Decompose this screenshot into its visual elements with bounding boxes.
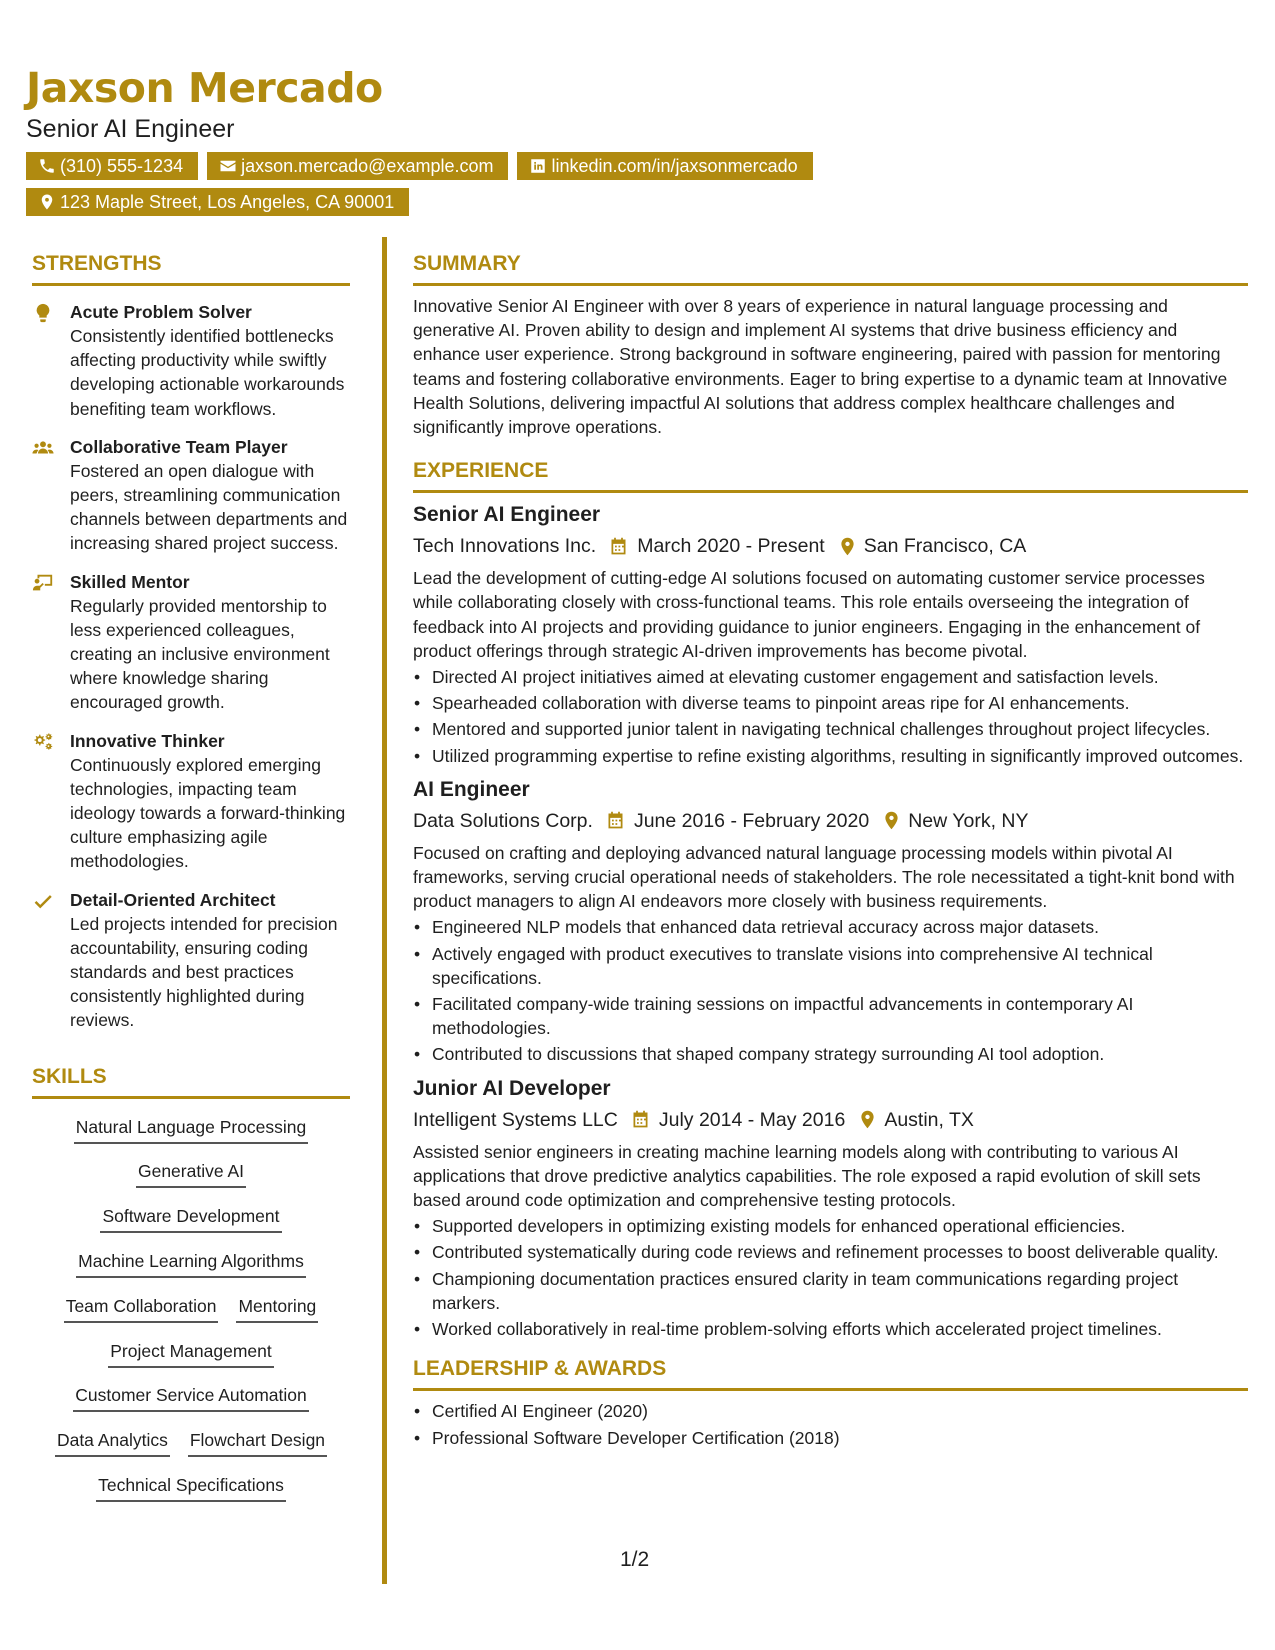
map-marker-icon <box>881 810 902 831</box>
job-dates: March 2020 - Present <box>637 535 825 558</box>
skill-tag: Flowchart Design <box>188 1428 327 1457</box>
phone-icon <box>38 157 56 175</box>
awards-list <box>413 1399 1248 1449</box>
skill-tag: Machine Learning Algorithms <box>76 1249 306 1278</box>
job-title: Junior AI Developer <box>413 1076 611 1100</box>
candidate-name: Jaxson Mercado <box>26 64 383 112</box>
resume-header <box>26 62 1246 216</box>
strength-title: Detail-Oriented Architect <box>70 889 276 910</box>
job-bullets <box>413 915 1248 1066</box>
email-chip[interactable] <box>207 152 508 180</box>
phone-chip[interactable] <box>26 152 198 180</box>
job-description: Focused on crafting and deploying advanced natural language processing models within pivotal AI frameworks, serving crucial operational needs of stakeholders. The role necessitated a tight-knit bond with product managers to align AI endeavors more closely with business requirements. <box>413 842 1235 912</box>
skills-heading: SKILLS <box>32 1063 350 1099</box>
calendar-icon <box>630 1109 651 1130</box>
job-bullets <box>413 665 1248 768</box>
skills-list <box>32 1109 350 1512</box>
left-column <box>32 250 350 1512</box>
candidate-title: Senior AI Engineer <box>26 115 235 143</box>
address-text: 123 Maple Street, Los Angeles, CA 90001 <box>60 192 395 212</box>
list-item: • Mentored and supported junior talent in navigating technical challenges throughout project lifecycles. <box>413 717 1248 741</box>
list-item: • Engineered NLP models that enhanced data retrieval accuracy across major datasets. <box>413 915 1248 939</box>
job-location: San Francisco, CA <box>863 535 1027 558</box>
list-item: • Contributed to discussions that shaped company strategy surrounding AI tool adoption. <box>413 1042 1248 1066</box>
job-meta <box>413 532 1248 560</box>
skill-tag: Mentoring <box>236 1294 318 1323</box>
map-marker-icon <box>837 536 858 557</box>
envelope-icon <box>219 157 237 175</box>
skill-tag: Team Collaboration <box>64 1294 219 1323</box>
strengths-heading: STRENGTHS <box>32 250 350 286</box>
job-bullets <box>413 1214 1248 1341</box>
job-description: Lead the development of cutting-edge AI solutions focused on automating customer service processes while collaborating closely with cross-functional teams. This role entails overseeing the integration of feedback into AI projects and providing guidance to junior engineers. Engaging in the enhancement of product offerings through strategic AI-driven improvements has become pivotal. <box>413 568 1205 661</box>
job-meta <box>413 807 1248 835</box>
list-item: • Actively engaged with product executives to translate visions into comprehensive AI technical specifications. <box>413 942 1248 990</box>
list-item: • Professional Software Developer Certification (2018) <box>413 1426 1248 1450</box>
job-company: Intelligent Systems LLC <box>413 1108 618 1131</box>
strength-item <box>32 729 350 874</box>
check-icon <box>32 890 54 912</box>
linkedin-chip[interactable] <box>517 152 812 180</box>
list-item: • Facilitated company-wide training sessions on impactful advancements in contemporary AI methodologies. <box>413 992 1248 1040</box>
list-item: • Worked collaboratively in real-time problem-solving efforts which accelerated project timelines. <box>413 1317 1248 1341</box>
phone-text: (310) 555-1234 <box>60 156 184 176</box>
strength-desc: Led projects intended for precision accountability, ensuring coding standards and best practices consistently highlighted during reviews. <box>70 913 338 1031</box>
right-column <box>413 250 1248 1452</box>
job-description: Assisted senior engineers in creating machine learning models along with contributing to various AI applications that drove predictive analytics capabilities. The role exposed a rapid evolution of skill sets based around code optimization and comprehensive testing protocols. <box>413 1141 1201 1211</box>
list-item: • Championing documentation practices ensured clarity in team communications regarding project markers. <box>413 1267 1248 1315</box>
skill-tag: Software Development <box>100 1204 281 1233</box>
map-marker-icon <box>38 193 56 211</box>
job-entry <box>413 501 1248 768</box>
email-text: jaxson.mercado@example.com <box>241 156 494 176</box>
job-dates: July 2014 - May 2016 <box>658 1108 846 1131</box>
strength-item <box>32 570 350 715</box>
strength-item <box>32 435 350 556</box>
linkedin-text: linkedin.com/in/jaxsonmercado <box>551 156 798 176</box>
job-meta <box>413 1106 1248 1134</box>
address-chip <box>26 188 409 216</box>
skill-tag: Data Analytics <box>55 1428 170 1457</box>
summary-heading: SUMMARY <box>413 250 1248 286</box>
list-item: • Utilized programming expertise to refine existing algorithms, resulting in significantly improved outcomes. <box>413 744 1248 768</box>
list-item: • Certified AI Engineer (2020) <box>413 1399 1248 1423</box>
skill-tag: Project Management <box>108 1339 273 1368</box>
strength-desc: Regularly provided mentorship to less experienced colleagues, creating an inclusive environment where knowledge sharing encouraged growth. <box>70 595 330 713</box>
skill-tag: Natural Language Processing <box>74 1115 309 1144</box>
job-title: Senior AI Engineer <box>413 503 601 527</box>
users-icon <box>32 437 54 459</box>
cogs-icon <box>32 731 54 753</box>
experience-heading: EXPERIENCE <box>413 457 1248 493</box>
strength-desc: Continuously explored emerging technologies, impacting team ideology towards a forward-thinking culture emphasizing agile methodologies. <box>70 754 346 872</box>
map-marker-icon <box>857 1109 878 1130</box>
list-item: • Spearheaded collaboration with diverse teams to pinpoint areas ripe for AI enhancements. <box>413 691 1248 715</box>
skill-tag: Generative AI <box>136 1159 246 1188</box>
strength-item <box>32 300 350 421</box>
list-item: • Contributed systematically during code reviews and refinement processes to boost deliverable quality. <box>413 1240 1248 1264</box>
teacher-icon <box>32 572 54 594</box>
summary-text: Innovative Senior AI Engineer with over 8 years of experience in natural language processing and generative AI. Proven ability to design and implement AI systems that drive business efficiency and enhance user experience. Strong background in software engineering, paired with passion for mentoring teams and fostering collaborative environments. Eager to bring expertise to a dynamic team at Innovative Health Solutions, delivering impactful AI solutions that address complex healthcare challenges and significantly improve operations. <box>413 296 1228 438</box>
strength-title: Skilled Mentor <box>70 571 190 592</box>
job-location: Austin, TX <box>884 1108 974 1131</box>
job-title: AI Engineer <box>413 777 530 801</box>
list-item: • Directed AI project initiatives aimed at elevating customer engagement and satisfaction levels. <box>413 665 1248 689</box>
job-entry <box>413 1075 1248 1342</box>
list-item: • Supported developers in optimizing existing models for enhanced operational efficiencies. <box>413 1214 1248 1238</box>
strength-title: Collaborative Team Player <box>70 436 288 457</box>
strength-title: Innovative Thinker <box>70 730 225 751</box>
lightbulb-icon <box>32 302 54 324</box>
job-company: Data Solutions Corp. <box>413 809 593 832</box>
column-divider <box>382 237 387 1584</box>
strength-item <box>32 888 350 1033</box>
job-location: New York, NY <box>908 809 1029 832</box>
page-number: 1/2 <box>620 1548 650 1571</box>
awards-heading: LEADERSHIP & AWARDS <box>413 1355 1248 1391</box>
calendar-icon <box>608 536 629 557</box>
linkedin-icon <box>529 157 547 175</box>
skill-tag: Customer Service Automation <box>73 1383 309 1412</box>
job-company: Tech Innovations Inc. <box>413 535 597 558</box>
strength-title: Acute Problem Solver <box>70 302 252 322</box>
job-dates: June 2016 - February 2020 <box>633 809 870 832</box>
calendar-icon <box>605 810 626 831</box>
strength-desc: Fostered an open dialogue with peers, streamlining communication channels between departments and increasing shared project success. <box>70 460 348 554</box>
contact-bar <box>26 152 926 216</box>
job-entry <box>413 776 1248 1067</box>
skill-tag: Technical Specifications <box>96 1473 286 1502</box>
strength-desc: Consistently identified bottlenecks affecting productivity while swiftly developing actionable workarounds benefiting team workflows. <box>70 326 345 419</box>
